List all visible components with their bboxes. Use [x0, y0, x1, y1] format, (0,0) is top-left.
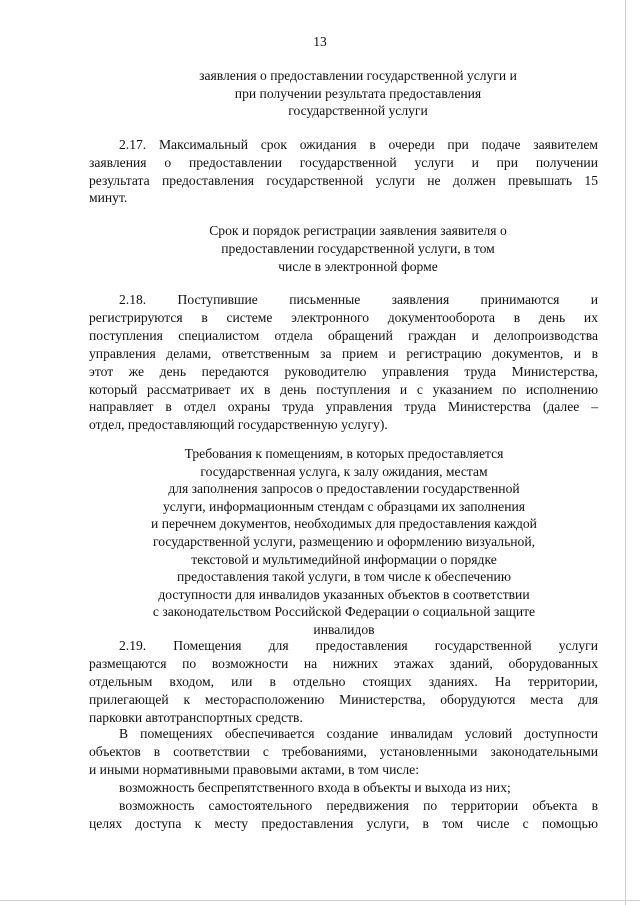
heading-line: государственной услуги, размещению и оформлению визуальной, [152, 533, 536, 549]
heading-premises-requirements [96, 445, 592, 639]
text-line: результата предоставления государственной услуги не должен превышать 15 [89, 172, 598, 188]
text-line: размещаются по возможности на нижних этажах зданий, оборудованных [89, 655, 598, 671]
heading-service-request [118, 67, 598, 120]
paragraph-movement [89, 797, 598, 833]
page-edge-right [625, 0, 626, 905]
text-line: возможность самостоятельного передвижения по территории объекта в [119, 798, 598, 813]
heading-line: услуги, информационным стендам с образцами их заполнения [162, 498, 526, 514]
text-line: целях доступа к месту предоставления услуги, в том числе с помощью [89, 815, 598, 831]
paragraph-accessibility [89, 725, 598, 779]
heading-line: текстовой и мультимедийной информации о порядке [191, 551, 497, 567]
text-line: отдельным входом, или в отдельно стоящих зданиях. На территории, [89, 673, 598, 689]
heading-line: Требования к помещениям, в которых предоставляется [184, 446, 504, 461]
heading-line: и перечнем документов, необходимых для предоставления каждой [151, 516, 537, 532]
paragraph-2-17 [89, 136, 598, 207]
heading-line: Срок и порядок регистрации заявления заявителя о [209, 223, 507, 238]
text-line: который рассматривает их в день поступления и с указанием по исполнению [89, 381, 598, 397]
text-line: поступления специалистом отдела обращений граждан и делопроизводства [89, 327, 598, 343]
heading-line: предоставлении государственной услуги, в том [221, 240, 495, 256]
heading-line: числе в электронной форме [278, 258, 438, 274]
text-line: отдел, предоставляющий государственную услугу). [89, 417, 388, 433]
text-line: этот же день передаются руководителю управления труда Министерства, [89, 363, 598, 379]
paragraph-2-18 [89, 291, 598, 434]
heading-line: для заполнения запросов о предоставлении государственной [168, 481, 520, 497]
text-line: 2.19. Помещения для предоставления государственной услуги [119, 638, 598, 653]
text-line: направляет в отдел охраны труда управления труда Министерства (далее – [89, 399, 598, 415]
text-line: 2.18. Поступившие письменные заявления принимаются и [119, 292, 598, 307]
text-line: 2.17. Максимальный срок ожидания в очереди при подаче заявителем [119, 137, 598, 152]
heading-line: инвалидов [313, 621, 375, 637]
heading-line: при получении результата предоставления [234, 85, 482, 101]
text-line: и иными нормативными правовыми актами, в том числе: [89, 761, 419, 777]
heading-line: государственной услуги [288, 103, 428, 119]
heading-registration [118, 222, 598, 275]
paragraph-2-19 [89, 637, 598, 727]
text-line: объектов в соответствии с требованиями, установленными законодательными [89, 743, 598, 759]
page-edge-bottom [0, 900, 640, 901]
heading-line: доступности для инвалидов указанных объектов в соответствии [158, 586, 530, 602]
text-line: прилегающей к месторасположению Министерства, оборудуются места для [89, 691, 598, 707]
text-line: минут. [89, 190, 128, 206]
heading-line: с законодательством Российской Федерации о социальной защите [152, 604, 536, 620]
text-line: парковки автотранспортных средств. [89, 709, 303, 725]
text-line: управления делами, ответственным за прием и регистрацию документов, и в [89, 345, 598, 361]
text-line: возможность беспрепятственного входа в объекты и выхода из них; [119, 780, 511, 795]
heading-line: предоставления такой услуги, в том числе к обеспечению [177, 569, 511, 585]
text-line: В помещениях обеспечивается создание инвалидам условий доступности [119, 726, 598, 741]
text-line: регистрируются в системе электронного документооборота в день их [89, 309, 598, 325]
page-number: 13 [313, 34, 327, 49]
text-line: заявления о предоставлении государственной услуги и при получении [89, 154, 598, 170]
paragraph-entry [89, 779, 598, 797]
heading-line: заявления о предоставлении государственной услуги и [199, 68, 517, 83]
heading-line: государственная услуга, к залу ожидания, местам [200, 463, 488, 479]
